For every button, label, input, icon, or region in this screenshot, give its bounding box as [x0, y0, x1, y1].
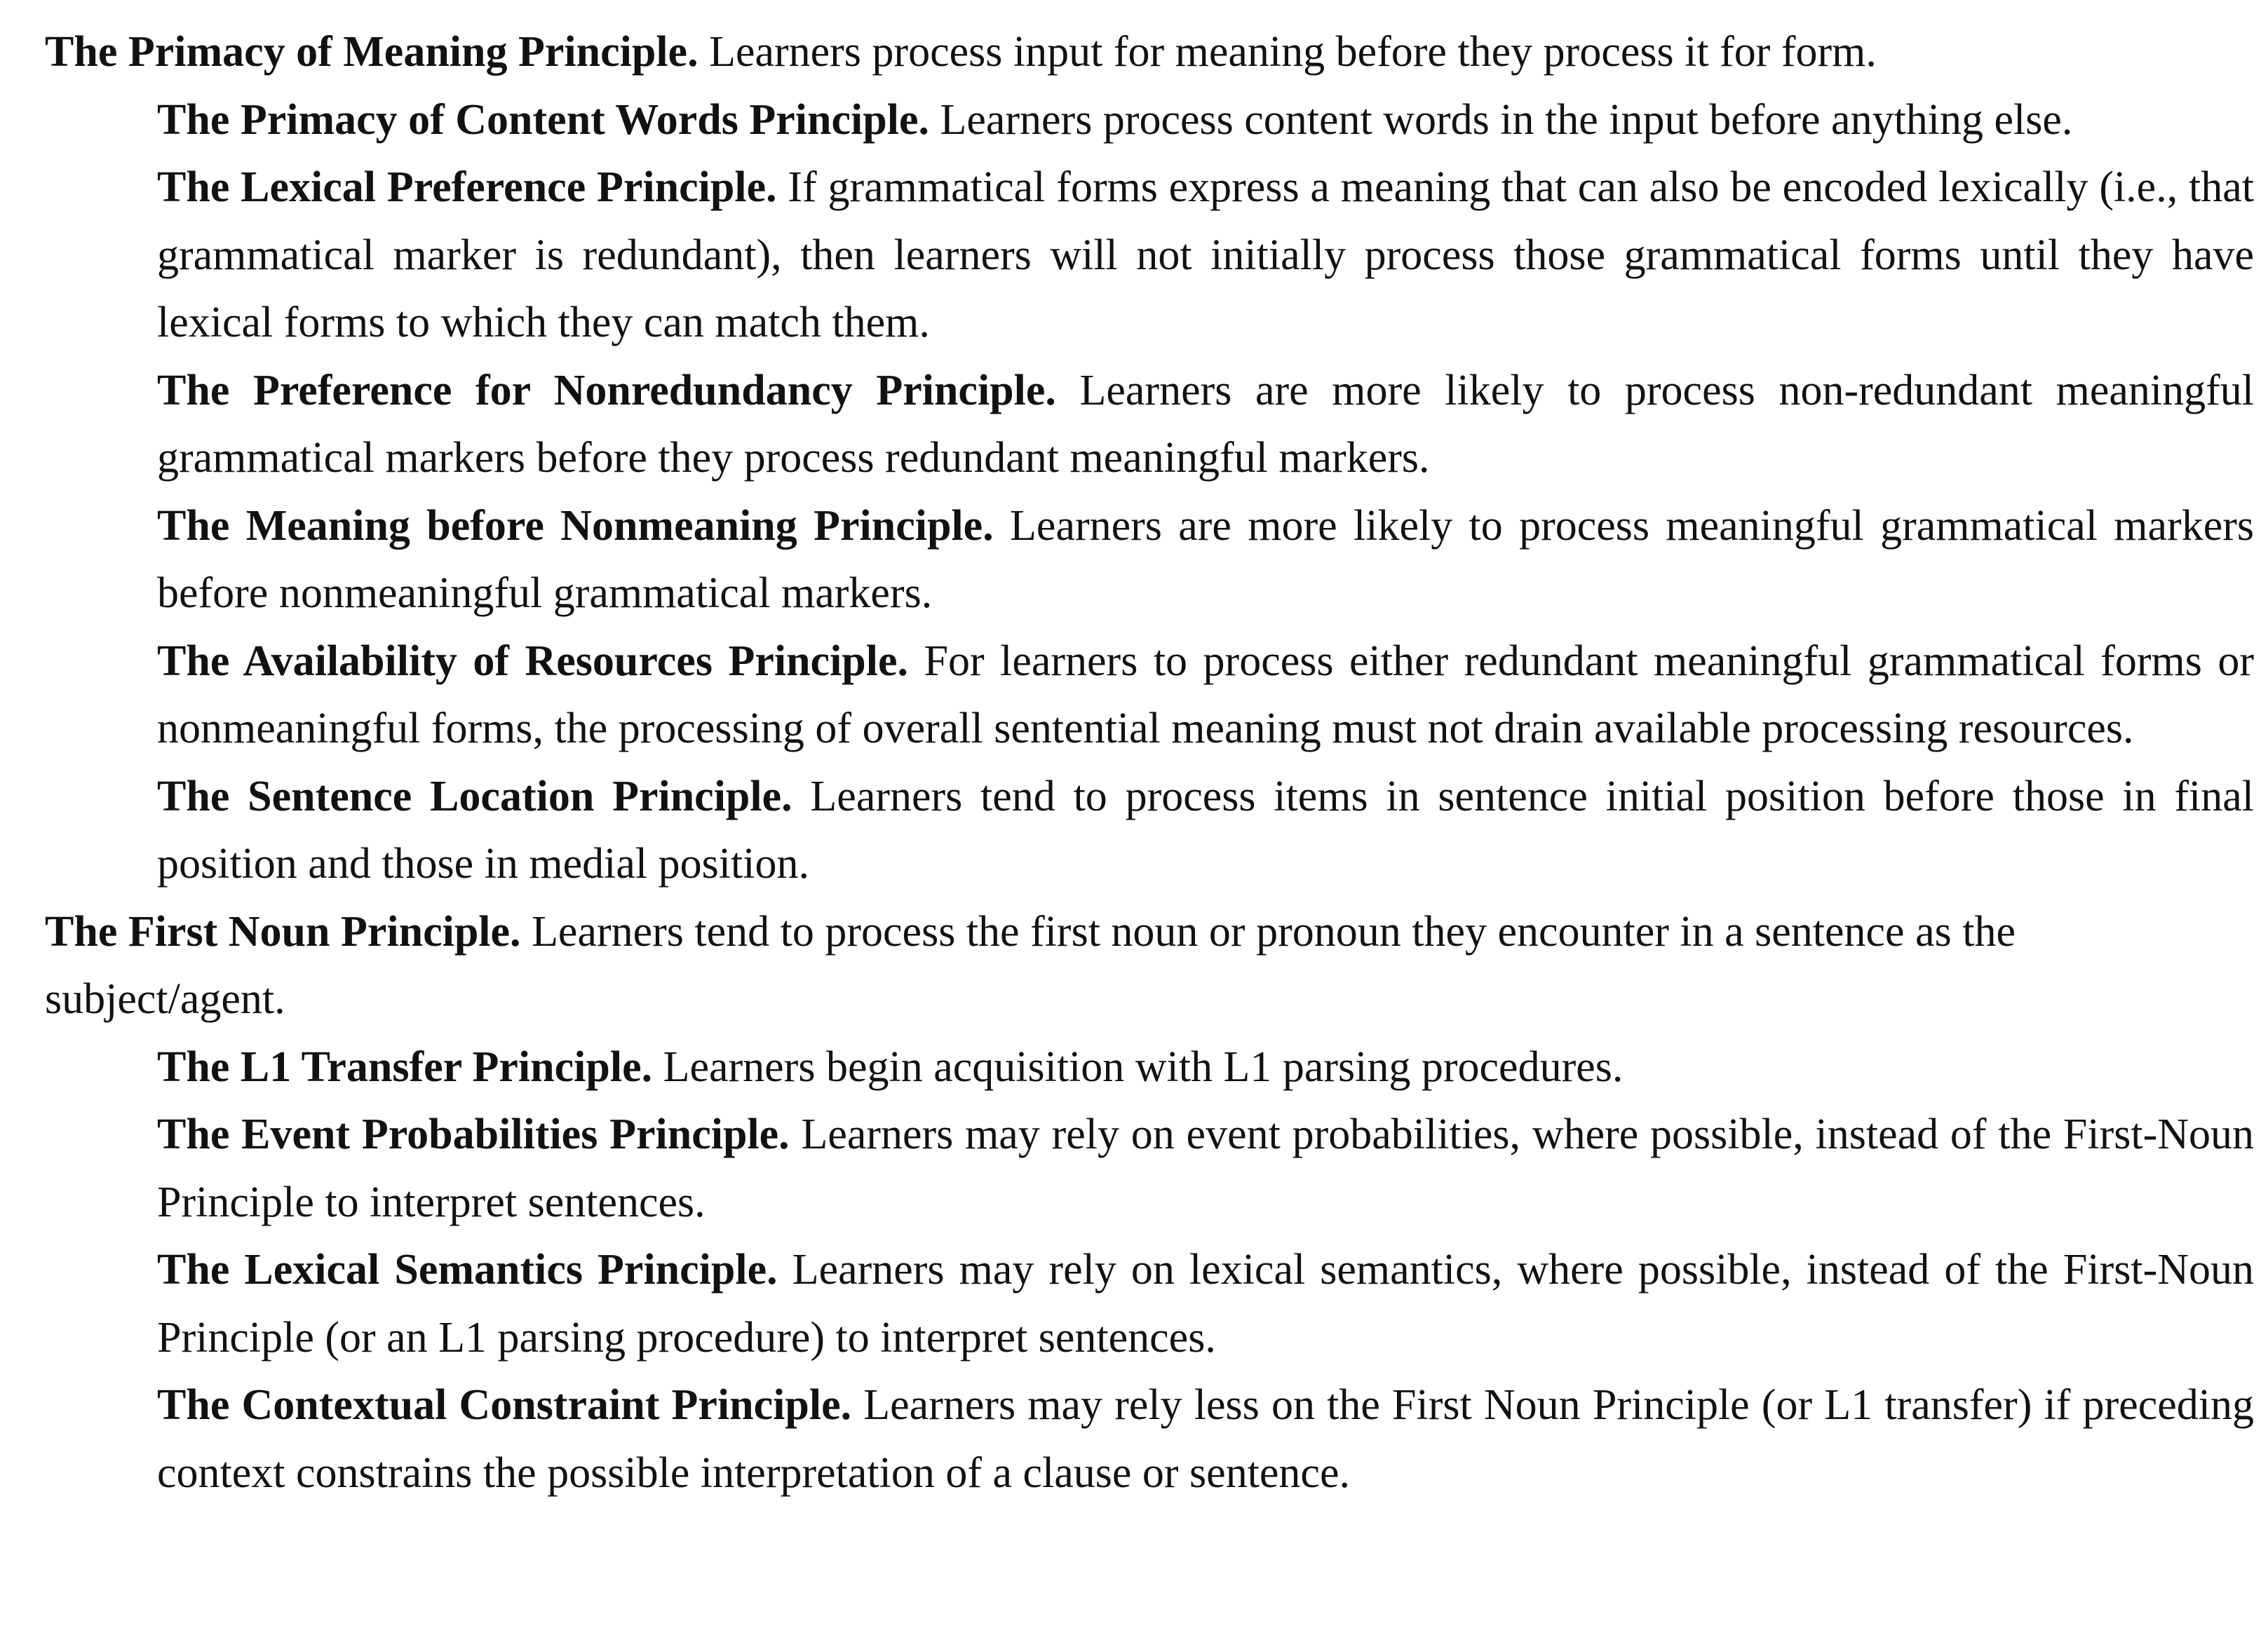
- principle-text: Learners may rely on lexical semantics, where possible, instead of the First-Noun Principle (or an L1 parsing procedure) to interpret sentences.: [157, 1246, 2254, 1362]
- principle-term: The Preference for Nonredundancy Principle.: [157, 366, 1056, 414]
- principle-availability-of-resources: [45, 627, 2254, 763]
- principle-term: The L1 Transfer Principle.: [157, 1043, 653, 1091]
- principle-term: The Meaning before Nonmeaning Principle.: [157, 501, 994, 550]
- principle-text: Learners are more likely to process meaningful grammatical markers before nonmeaningful grammatical markers.: [157, 501, 2254, 617]
- principle-preference-for-nonredundancy: [45, 357, 2254, 492]
- principle-term: The Lexical Semantics Principle.: [157, 1246, 778, 1294]
- principle-text: Learners may rely on event probabilities, where possible, instead of the First-Noun Principle to interpret sentences.: [157, 1111, 2254, 1226]
- principle-primacy-of-content-words: [45, 86, 2254, 154]
- principle-text: Learners are more likely to process non-redundant meaningful grammatical markers before they process redundant meaningful markers.: [157, 366, 2254, 482]
- principle-term: The First Noun Principle.: [45, 907, 521, 956]
- principle-text: Learners tend to process the first noun or pronoun they encounter in a sentence as the subject/agent.: [45, 907, 2016, 1023]
- principles-document: [45, 18, 2254, 1507]
- principle-first-noun: [45, 898, 2254, 1033]
- principle-term: The Primacy of Meaning Principle.: [45, 28, 698, 76]
- principle-term: The Availability of Resources Principle.: [157, 637, 909, 685]
- principle-text: Learners tend to process items in sentence initial position before those in final position and those in medial position.: [157, 772, 2255, 888]
- principle-term: The Lexical Preference Principle.: [157, 163, 777, 211]
- principle-text: For learners to process either redundant meaningful grammatical forms or nonmeaningful forms, the processing of overall sentential meaning must not drain available processing resources.: [157, 637, 2254, 752]
- principle-text: Learners may rely less on the First Noun Principle (or L1 transfer) if preceding context constrains the possible interpretation of a clause or sentence.: [157, 1381, 2254, 1497]
- principle-term: The Primacy of Content Words Principle.: [157, 95, 929, 144]
- principle-contextual-constraint: [45, 1371, 2254, 1507]
- principle-text: Learners begin acquisition with L1 parsing procedures.: [652, 1043, 1624, 1091]
- principle-term: The Event Probabilities Principle.: [157, 1111, 790, 1158]
- principle-lexical-preference: [45, 154, 2254, 357]
- principle-text: If grammatical forms express a meaning that can also be encoded lexically (i.e., that grammatical marker is redundant), then learners will not initially process those grammatical forms until they have lexical forms to which they can match them.: [157, 163, 2254, 346]
- principle-meaning-before-nonmeaning: [45, 492, 2254, 627]
- principle-text: Learners process input for meaning before they process it for form.: [698, 28, 1877, 76]
- principle-lexical-semantics: [45, 1236, 2254, 1371]
- principle-primacy-of-meaning: [45, 18, 2254, 86]
- principle-l1-transfer: [45, 1033, 2254, 1101]
- principle-sentence-location: [45, 763, 2254, 898]
- principle-event-probabilities: [45, 1101, 2254, 1236]
- principle-term: The Sentence Location Principle.: [157, 772, 792, 820]
- principle-term: The Contextual Constraint Principle.: [157, 1381, 852, 1429]
- principle-text: Learners process content words in the input before anything else.: [929, 95, 2073, 144]
